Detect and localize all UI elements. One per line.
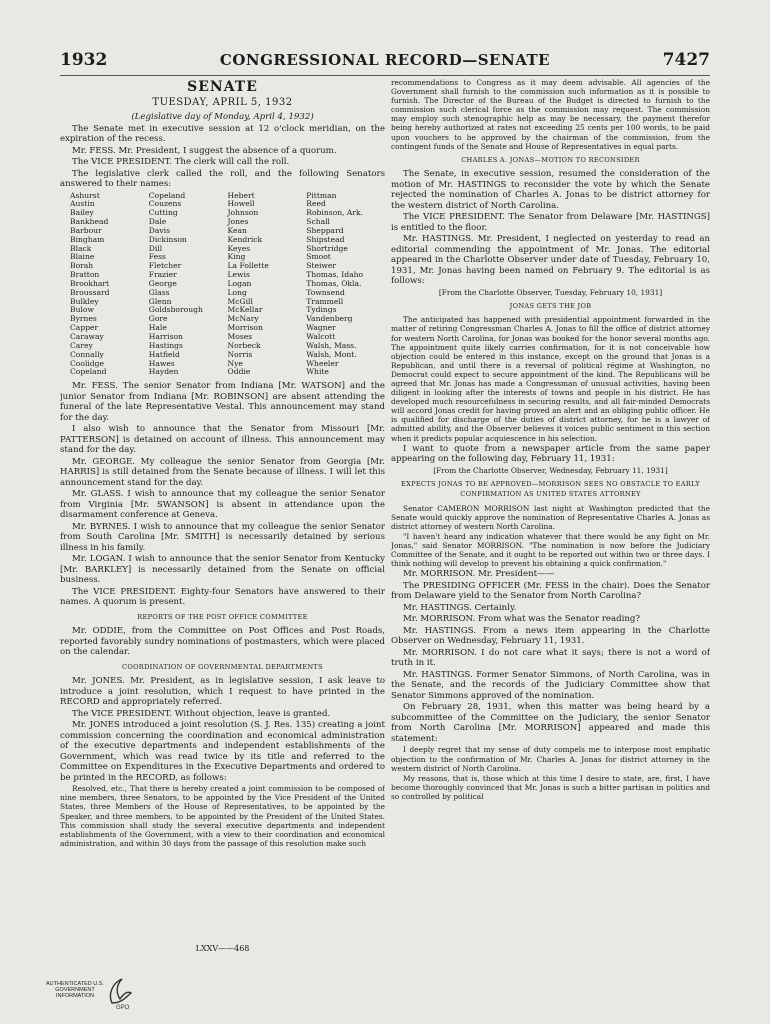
senator-name: Tydings [306, 305, 337, 315]
senator-name: Gore [148, 314, 168, 324]
senator-name: Black [70, 243, 92, 253]
senator-name: Hastings [148, 340, 183, 350]
senator-name: Morrison [227, 323, 263, 333]
senator-name: Glenn [148, 296, 172, 306]
paragraph: Mr. HASTINGS. From a news item appearing in the Charlotte Observer on Wednesday, February 11, 1931. [391, 625, 710, 647]
paragraph: Mr. FESS. Mr. President, I suggest the absence of a quorum. [72, 145, 337, 156]
senator-name: Lewis [227, 270, 250, 280]
signature-mark: LXXV——468 [195, 944, 250, 953]
authentication-text: AUTHENTICATED U.S. GOVERNMENT INFORMATION [46, 981, 104, 999]
source-line: [From the Charlotte Observer, Tuesday, February 10, 1931] [438, 287, 663, 297]
senator-name: Bingham [70, 234, 105, 244]
senator-name: McGill [227, 296, 253, 306]
paragraph: On February 28, 1931, when this matter was being heard by a subcommittee of the Committee on the Judiciary, the senior Senator from North Carolina [Mr. MORRISON] appeared and made this statement: [391, 702, 710, 744]
senator-name: Logan [227, 278, 252, 288]
eagle-seal-icon [104, 975, 134, 1011]
section-heading: REPORTS OF THE POST OFFICE COMMITTEE [137, 612, 308, 621]
paragraph: The VICE PRESIDENT. Without objection, leave is granted. [72, 708, 331, 719]
senator-name: Byrnes [70, 314, 97, 324]
paragraph: The VICE PRESIDENT. The Senator from Delaware [Mr. HASTINGS] is entitled to the floor. [391, 212, 710, 233]
senator-name: Walsh, Mass. [306, 340, 357, 350]
senator-name: Wheeler [306, 358, 339, 368]
paragraph: Mr. MORRISON. I do not care what it says; there is not a word of truth in it. [391, 647, 710, 669]
senator-name: Walcott [306, 332, 336, 341]
right-column [391, 78, 710, 980]
senator-name: Brookhart [70, 278, 110, 288]
senator-name: Hebert [227, 190, 255, 200]
source-line: [From the Charlotte Observer, Wednesday, February 11, 1931] [433, 465, 668, 475]
quoted-statement: My reasons, that is, those which at this time I desire to state, are, first, I have become thoroughly convinced that Mr. Jonas is such a bitter partisan in politics and so controlled by political [391, 773, 710, 801]
senator-name: Steiwer [306, 261, 337, 271]
senator-name: Bailey [70, 208, 94, 218]
senator-name: Glass [148, 287, 170, 297]
paragraph: Mr. ODDIE, from the Committee on Post Offices and Post Roads, reported favorably sundry nominations of postmasters, which were placed on the calendar. [60, 626, 385, 658]
senator-name: Bulkley [70, 296, 99, 306]
senator-name: Keyes [227, 243, 251, 253]
senator-name: Jones [227, 217, 249, 227]
senator-name: Kendrick [227, 234, 263, 244]
senator-name: La Follette [227, 261, 269, 271]
article-heading: EXPECTS JONAS TO BE APPROVED—MORRISON SEES NO OBSTACLE TO EARLY CONFIRMATION AS UNITED STATES ATTORNEY [400, 479, 701, 499]
header-rule [60, 75, 710, 76]
senator-name: Long [227, 287, 247, 297]
legislative-day: (Legislative day of Monday, April 4, 1932) [131, 112, 314, 122]
senator-name: Davis [148, 225, 170, 235]
senator-name: Hayden [148, 367, 179, 377]
paragraph: Mr. GLASS. I wish to announce that my colleague the senior Senator from Virginia [Mr. SWANSON] is absent in attendance upon the disarmament conference at Geneva. [60, 489, 385, 521]
session-date: TUESDAY, APRIL 5, 1932 [152, 96, 293, 108]
senator-name: Fess [148, 252, 166, 262]
senator-name: Blaine [70, 252, 95, 262]
senator-name: Thomas, Idaho [306, 270, 364, 280]
senator-name: Townsend [306, 287, 345, 297]
senator-name: Kean [227, 225, 247, 235]
senator-name: Nye [227, 358, 243, 368]
roll-call-names [60, 192, 385, 378]
senator-name: Moses [227, 332, 253, 341]
senator-name: Connally [70, 349, 104, 359]
senator-name: Reed [306, 199, 326, 209]
paragraph: The VICE PRESIDENT. The clerk will call the roll. [72, 157, 290, 167]
senator-name: Harrison [148, 332, 183, 341]
resolution-continued: recommendations to Congress as it may deem advisable. All agencies of the Government shall furnish to the commission such information as it is possible to furnish. The Director of the Bureau of the Budget is directed to furnish to the commission such clerical force as the commission may request. The commission may employ such stenographic help as may be necessary, the payment therefor being hereby authorized at rates not exceeding 25 cents per 100 words, to be paid upon vouchers to be approved by the chairman of the commission, from the contingent funds of the Senate and House of Representatives in equal parts. [391, 78, 710, 151]
senator-name: Copeland [148, 190, 186, 200]
paragraph: Mr. GEORGE. My colleague the senior Senator from Georgia [Mr. HARRIS] is still detained from the Senate because of illness. I will let this announcement stand for the day. [60, 456, 385, 488]
senator-name: Hawes [148, 358, 175, 368]
senator-name: Dale [148, 217, 167, 227]
paragraph: The Senate, in executive session, resumed the consideration of the motion of Mr. HASTINGS to reconsider the vote by which the Senate rejected the nomination of Charles A. Jonas to be district attorney for the western district of North Carolina. [391, 169, 710, 211]
senator-name: McNary [227, 314, 259, 324]
paragraph: Mr. BYRNES. I wish to announce that my colleague the senior Senator from South Carolina [Mr. SMITH] is necessarily detained by serious illness in his family. [60, 521, 385, 553]
senator-name: Goldsborough [148, 305, 203, 315]
senator-name: Cutting [148, 208, 178, 218]
senator-name: Capper [70, 323, 99, 333]
senator-name: Trammell [306, 296, 344, 306]
paragraph: The Senate met in executive session at 12 o'clock meridian, on the expiration of the recess. [60, 123, 385, 144]
senator-name: Couzens [148, 199, 182, 209]
senator-name: Thomas, Okla. [306, 278, 362, 288]
paragraph: I want to quote from a newspaper article from the same paper appearing on the following day, February 11, 1931: [391, 443, 710, 465]
gpo-label: GPO [116, 1005, 130, 1011]
senator-name: Bankhead [70, 217, 109, 227]
paragraph: Mr. HASTINGS. Former Senator Simmons, of North Carolina, was in the Senate, and the records of the Judiciary Committee show that Senator Simmons approved of the nomination. [391, 669, 710, 701]
senator-name: Borah [70, 261, 94, 271]
senator-name: Dill [148, 243, 163, 253]
senator-name: Fletcher [148, 261, 182, 271]
paragraph: Mr. JONES. Mr. President, as in legislative session, I ask leave to introduce a joint resolution, which I request to have printed in the RECORD and appropriately referred. [60, 676, 385, 708]
article-heading: JONAS GETS THE JOB [509, 301, 592, 310]
senator-name: Shortridge [306, 243, 348, 253]
senator-name: Carey [70, 340, 93, 350]
publication-title: CONGRESSIONAL RECORD—SENATE [219, 51, 551, 69]
paragraph: The VICE PRESIDENT. Eighty-four Senators have answered to their names. A quorum is present. [60, 586, 385, 608]
senator-name: Walsh, Mont. [306, 349, 357, 359]
paragraph: Mr. MORRISON. From what was the Senator reading? [403, 614, 641, 625]
senator-name: Johnson [227, 208, 259, 218]
section-title: SENATE [187, 79, 258, 95]
paragraph: The legislative clerk called the roll, and the following Senators answered to their names: [60, 168, 385, 189]
senator-name: Frazier [148, 270, 177, 280]
senator-name: Oddie [227, 367, 251, 377]
paragraph: Mr. MORRISON. Mr. President—— [403, 569, 555, 580]
quoted-statement: I deeply regret that my sense of duty compels me to interpose most emphatic objection to the confirmation of Mr. Charles A. Jonas for district attorney in the western district of North Carolina. [391, 745, 710, 773]
senator-name: Caraway [70, 332, 104, 341]
senator-name: Bratton [70, 270, 100, 280]
senator-name: Shipstead [306, 234, 345, 244]
page-year: 1932 [60, 50, 108, 70]
senator-name: Coolidge [70, 358, 105, 368]
paragraph: The PRESIDING OFFICER (Mr. FESS in the chair). Does the Senator from Delaware yield to the Senator from North Carolina? [391, 580, 710, 602]
page-number: 7427 [662, 50, 710, 70]
page-header [60, 50, 710, 72]
senator-name: Sheppard [306, 225, 344, 235]
left-column [60, 78, 385, 980]
senator-name: Hale [148, 323, 167, 333]
senator-name: Vandenberg [306, 314, 353, 324]
paragraph: Mr. HASTINGS. Mr. President, I neglected on yesterday to read an editorial commending the appointment of Mr. Jonas. The editorial appeared in the Charlotte Observer under date of Tuesday, February 10, 1931, Mr. Jonas having been named on February 9. The editorial is as follows: [391, 234, 710, 287]
senator-name: Norbeck [227, 340, 261, 350]
senator-name: Broussard [70, 287, 110, 297]
paragraph: Mr. LOGAN. I wish to announce that the senior Senator from Kentucky [Mr. BARKLEY] is necessarily detained from the Senate on official business. [60, 554, 385, 586]
paragraph: Mr. FESS. The senior Senator from Indiana [Mr. WATSON] and the junior Senator from Indiana [Mr. ROBINSON] are absent attending the funeral of the late Representative Vestal. This announcement may stand for the day. [60, 381, 385, 423]
senator-name: George [148, 278, 177, 288]
senator-name: Wagner [306, 323, 336, 333]
paragraph: Mr. HASTINGS. Certainly. [403, 602, 517, 613]
senator-name: Howell [227, 199, 255, 209]
senator-name: King [227, 252, 246, 262]
gpo-authentication-logo [46, 975, 136, 1015]
senator-name: Austin [70, 199, 95, 209]
senator-name: McKellar [227, 305, 263, 315]
section-heading: CHARLES A. JONAS—MOTION TO RECONSIDER [461, 155, 640, 164]
senator-name: White [306, 367, 329, 377]
senator-name: Robinson, Ark. [306, 208, 364, 218]
resolution-text: Resolved, etc., That there is hereby created a joint commission to be composed of nine members, three Senators, to be appointed by the Vice President of the United States, three Members of the House of Representatives, to be appointed by the Speaker, and three members, to be appointed by the President of the United States. This commission shall study the several executive departments and independent establishments of the Government, with a view to their coordination and economical administration, and within 30 days from the passage of this resolution make such [60, 784, 385, 848]
quoted-article: "I haven't heard any indication whatever that there would be any fight on Mr. Jonas," said Senator MORRISON. "The nomination is now before the Judiciary Committee of the Senate, and it ought to be reported out within two or three days. I think nothing will develop to prevent his obtaining a quick confirmation." [391, 532, 710, 569]
senator-name: Barbour [70, 225, 102, 235]
paragraph: Mr. JONES introduced a joint resolution (S. J. Res. 135) creating a joint commission concerning the coordination and economical administration of the executive departments and independent establishments of the Government, which was read twice by its title and referred to the Committee on Expenditures in the Executive Departments and ordered to be printed in the RECORD, as follows: [60, 720, 385, 783]
senator-name: Norris [227, 349, 253, 359]
quoted-article: Senator CAMERON MORRISON last night at Washington predicted that the Senate would quickly approve the nomination of Representative Charles A. Jonas as district attorney of western North Carolina. [391, 503, 710, 531]
senator-name: Copeland [70, 367, 107, 377]
senator-name: Pittman [306, 190, 337, 200]
senator-name: Ashurst [70, 190, 100, 200]
senator-name: Bulow [70, 305, 94, 315]
senator-name: Schall [306, 217, 330, 227]
quoted-editorial: The anticipated has happened with presidential appointment forwarded in the matter of retiring Congressman Charles A. Jonas to fill the office of district attorney for western North Carolina, for Jonas was booked for the honor several months ago. The appointment quite likely carries confirmation, for it is not conceivable how objection could be entered in this instance, except on the ground that Jonas is a Republican, and until there is a reversal of political régime at Washington, no Democrat could expect to secure appointment of the kind. The Republicans will be agreed that Mr. Jonas has made a Congressman of unusual activities, having been diligent in looking after the interests of towns and people in his district. He has developed much resourcefulness in securing results, and all fair-minded Democrats will accord Jonas credit for having proved an alert and an obliging public officer. He is qualified for discharge of the duties of district attorney, for he is a lawyer of admitted ability, and the Observer believes it voices public sentiment in this section when it predicts popular acquiescence in his selection. [391, 315, 710, 443]
senator-name: Smoot [306, 252, 331, 262]
senator-name: Dickinson [148, 234, 187, 244]
senator-name: Hatfield [148, 349, 180, 359]
section-heading: COORDINATION OF GOVERNMENTAL DEPARTMENTS [122, 662, 323, 671]
paragraph: I also wish to announce that the Senator from Missouri [Mr. PATTERSON] is detained on account of illness. This announcement may stand for the day. [60, 424, 385, 456]
